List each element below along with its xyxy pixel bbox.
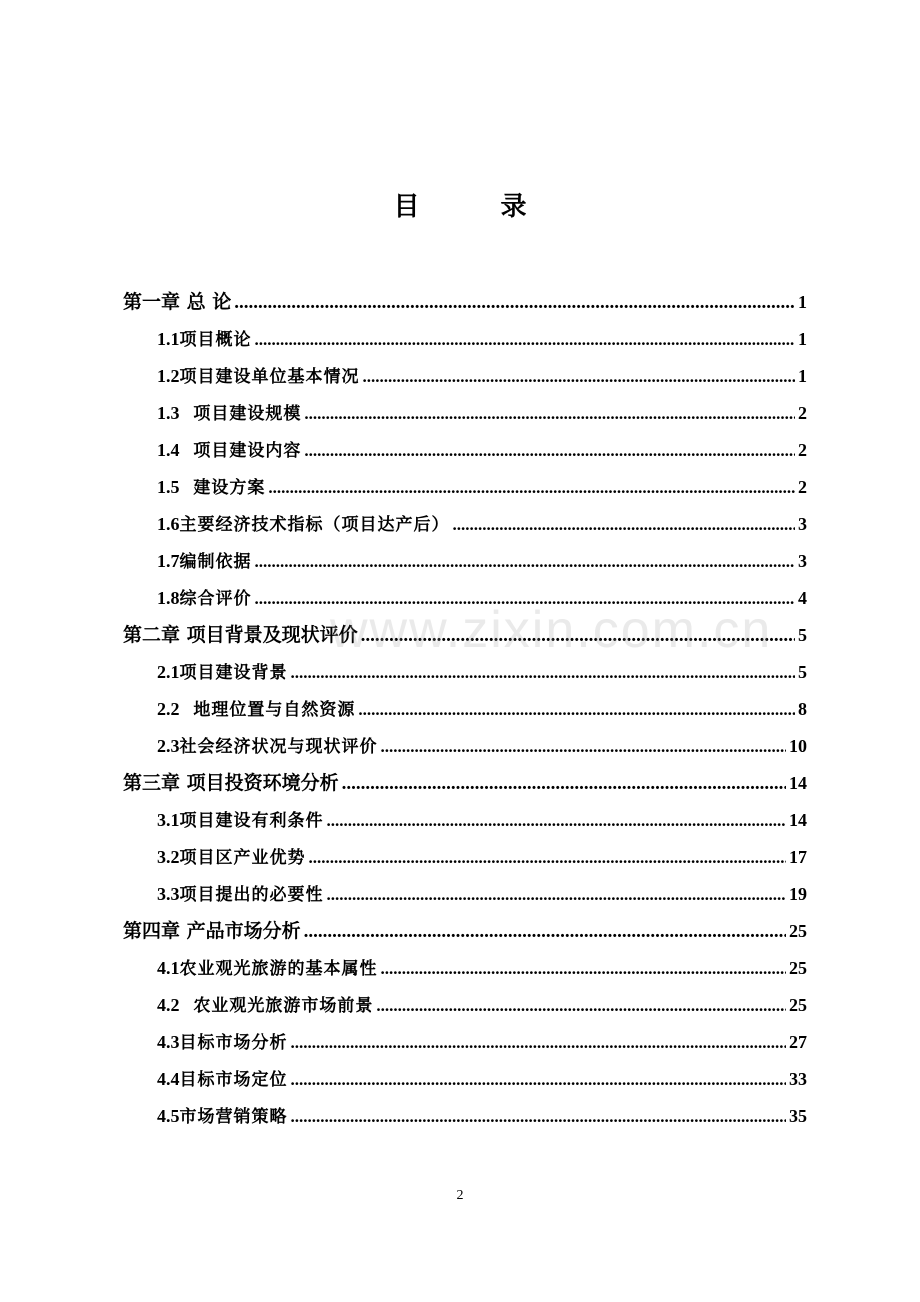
toc-dot-leader <box>255 321 796 358</box>
toc-section-entry[interactable] <box>123 987 807 1024</box>
toc-chapter-entry[interactable] <box>123 284 807 321</box>
toc-entry-page: 3 <box>798 514 807 534</box>
toc-dot-leader <box>291 1098 787 1135</box>
toc-entry-page: 33 <box>789 1069 807 1089</box>
toc-entry-label: 项目提出的必要性 <box>179 885 324 905</box>
toc-dot-leader <box>304 913 786 950</box>
toc-section-entry[interactable] <box>123 395 807 432</box>
toc-section-entry[interactable] <box>123 1061 807 1098</box>
toc-entry-number: 1.1 <box>157 329 180 349</box>
toc-entry-page: 1 <box>798 366 807 386</box>
toc-entry-label: 农业观光旅游市场前景 <box>179 996 374 1016</box>
toc-entry-page: 2 <box>798 440 807 460</box>
toc-entry-label: 目标市场定位 <box>179 1070 288 1090</box>
toc-entry-label: 第一章 总 论 <box>123 291 232 313</box>
toc-dot-leader <box>381 950 787 987</box>
toc-section-entry[interactable] <box>123 506 807 543</box>
toc-dot-leader <box>304 395 795 432</box>
toc-entry-label: 农业观光旅游的基本属性 <box>179 959 378 979</box>
toc-section-entry[interactable] <box>123 802 807 839</box>
toc-entry-page: 25 <box>789 958 807 978</box>
toc-dot-leader <box>291 654 796 691</box>
toc-dot-leader <box>363 358 796 395</box>
toc-dot-leader <box>255 580 796 617</box>
toc-section-entry[interactable] <box>123 691 807 728</box>
toc-entry-page: 35 <box>789 1106 807 1126</box>
toc-entry-number: 4.2 <box>157 995 180 1015</box>
toc-entry-page: 2 <box>798 403 807 423</box>
toc-entry-number: 2.2 <box>157 699 180 719</box>
toc-entry-number: 4.4 <box>157 1069 180 1089</box>
toc-entry-number: 1.3 <box>157 403 180 423</box>
toc-section-entry[interactable] <box>123 358 807 395</box>
toc-section-entry[interactable] <box>123 1024 807 1061</box>
toc-entry-number: 4.3 <box>157 1032 180 1052</box>
toc-dot-leader <box>327 876 787 913</box>
toc-chapter-entry[interactable] <box>123 765 807 802</box>
toc-entry-label: 项目概论 <box>179 330 252 350</box>
toc-entry-number: 2.3 <box>157 736 180 756</box>
toc-entry-number: 4.5 <box>157 1106 180 1126</box>
toc-entry-label: 编制依据 <box>179 552 252 572</box>
toc-entry-number: 1.4 <box>157 440 180 460</box>
toc-entry-page: 4 <box>798 588 807 608</box>
toc-entry-page: 2 <box>798 477 807 497</box>
toc-section-entry[interactable] <box>123 580 807 617</box>
toc-section-entry[interactable] <box>123 876 807 913</box>
toc-entry-number: 1.5 <box>157 477 180 497</box>
toc-entry-number: 4.1 <box>157 958 180 978</box>
toc-entry-label: 项目建设内容 <box>179 441 302 461</box>
toc-entry-number: 1.6 <box>157 514 180 534</box>
toc-entry-number: 3.2 <box>157 847 180 867</box>
toc-dot-leader <box>291 1024 787 1061</box>
toc-entry-label: 社会经济状况与现状评价 <box>179 737 378 757</box>
toc-section-entry[interactable] <box>123 728 807 765</box>
table-of-contents <box>123 284 807 1135</box>
toc-section-entry[interactable] <box>123 839 807 876</box>
toc-dot-leader <box>309 839 787 876</box>
toc-entry-page: 5 <box>798 625 807 645</box>
toc-entry-page: 1 <box>798 292 807 312</box>
toc-entry-label: 项目建设有利条件 <box>179 811 324 831</box>
toc-entry-number: 2.1 <box>157 662 180 682</box>
toc-entry-label: 项目区产业优势 <box>179 848 306 868</box>
toc-entry-page: 10 <box>789 736 807 756</box>
toc-section-entry[interactable] <box>123 950 807 987</box>
toc-section-entry[interactable] <box>123 654 807 691</box>
toc-dot-leader <box>376 987 786 1024</box>
toc-entry-label: 第三章 项目投资环境分析 <box>123 772 339 794</box>
toc-entry-page: 5 <box>798 662 807 682</box>
toc-dot-leader <box>361 617 795 654</box>
toc-dot-leader <box>255 543 796 580</box>
watermark: www.zixin.com.cn <box>330 601 773 659</box>
toc-entry-page: 3 <box>798 551 807 571</box>
toc-entry-label: 项目建设单位基本情况 <box>179 367 360 387</box>
toc-entry-number: 1.8 <box>157 588 180 608</box>
toc-dot-leader <box>342 765 786 802</box>
toc-entry-number: 1.7 <box>157 551 180 571</box>
toc-dot-leader <box>234 284 795 321</box>
toc-dot-leader <box>304 432 795 469</box>
toc-entry-number: 3.3 <box>157 884 180 904</box>
toc-section-entry[interactable] <box>123 321 807 358</box>
toc-entry-page: 19 <box>789 884 807 904</box>
toc-entry-page: 1 <box>798 329 807 349</box>
toc-entry-page: 8 <box>798 699 807 719</box>
toc-title: 目 录 <box>393 192 563 222</box>
toc-dot-leader <box>291 1061 787 1098</box>
toc-entry-label: 第二章 项目背景及现状评价 <box>123 624 358 646</box>
page-number: 2 <box>456 1188 464 1203</box>
toc-entry-number: 1.2 <box>157 366 180 386</box>
toc-entry-label: 项目建设背景 <box>179 663 288 683</box>
toc-section-entry[interactable] <box>123 1098 807 1135</box>
toc-dot-leader <box>358 691 795 728</box>
toc-entry-page: 14 <box>789 810 807 830</box>
toc-section-entry[interactable] <box>123 432 807 469</box>
toc-entry-page: 25 <box>789 995 807 1015</box>
toc-dot-leader <box>327 802 787 839</box>
toc-entry-label: 目标市场分析 <box>179 1033 288 1053</box>
toc-entry-label: 建设方案 <box>179 478 266 498</box>
toc-entry-number: 3.1 <box>157 810 180 830</box>
toc-entry-label: 第四章 产品市场分析 <box>123 920 301 942</box>
toc-section-entry[interactable] <box>123 543 807 580</box>
toc-entry-page: 17 <box>789 847 807 867</box>
toc-dot-leader <box>381 728 787 765</box>
toc-entry-label: 综合评价 <box>179 589 252 609</box>
toc-chapter-entry[interactable] <box>123 617 807 654</box>
toc-dot-leader <box>453 506 796 543</box>
toc-section-entry[interactable] <box>123 469 807 506</box>
toc-entry-label: 市场营销策略 <box>179 1107 288 1127</box>
toc-dot-leader <box>268 469 795 506</box>
toc-entry-label: 主要经济技术指标（项目达产后） <box>179 515 450 535</box>
toc-entry-page: 25 <box>789 921 807 941</box>
toc-entry-page: 27 <box>789 1032 807 1052</box>
toc-chapter-entry[interactable] <box>123 913 807 950</box>
toc-entry-page: 14 <box>789 773 807 793</box>
toc-entry-label: 项目建设规模 <box>179 404 302 424</box>
toc-entry-label: 地理位置与自然资源 <box>179 700 356 720</box>
